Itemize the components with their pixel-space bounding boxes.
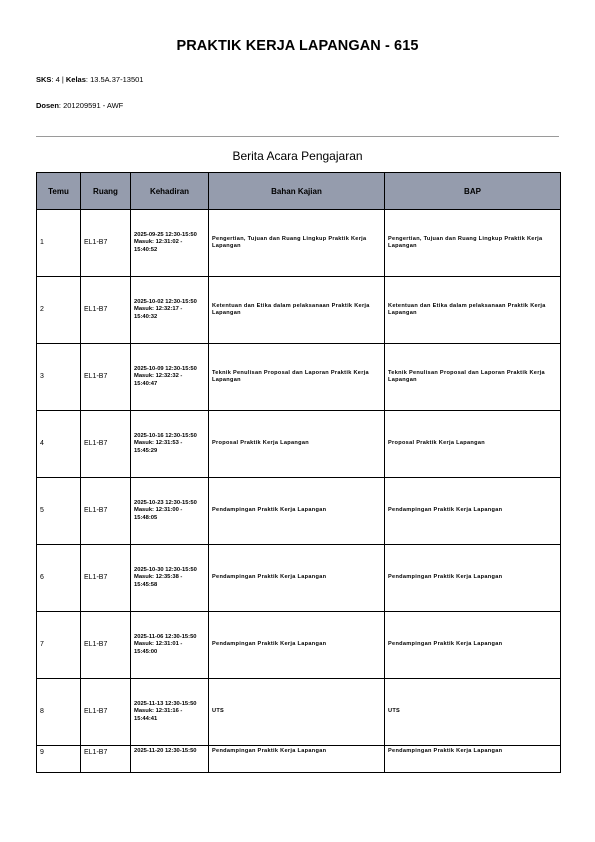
cell-ruang: EL1-B7	[81, 344, 131, 411]
table-row	[37, 746, 561, 773]
cell-kehadiran	[131, 277, 209, 344]
table-row	[37, 612, 561, 679]
header-ruang: Ruang	[81, 173, 131, 210]
table-row	[37, 478, 561, 545]
schedule-time: 2025-10-09 12:30-15:50	[134, 365, 197, 372]
dosen-label: Dosen	[36, 101, 59, 110]
table-row	[37, 679, 561, 746]
cell-temu: 2	[37, 277, 81, 344]
cell-bahan-kajian: Pendampingan Praktik Kerja Lapangan	[209, 746, 385, 773]
schedule-time: 2025-09-25 12:30-15:50	[134, 231, 197, 238]
cell-bap: Pendampingan Praktik Kerja Lapangan	[385, 746, 561, 773]
cell-bap: UTS	[385, 679, 561, 746]
page-title: PRAKTIK KERJA LAPANGAN - 615	[176, 38, 419, 54]
cell-bap: Pengertian, Tujuan dan Ruang Lingkup Praktik Kerja Lapangan	[385, 210, 561, 277]
cell-kehadiran	[131, 746, 209, 773]
cell-bahan-kajian: Pendampingan Praktik Kerja Lapangan	[209, 478, 385, 545]
section-title: Berita Acara Pengajaran	[232, 149, 363, 163]
attendance-time: Masuk: 12:31:01 - 15:45:00	[134, 641, 183, 655]
cell-bap: Pendampingan Praktik Kerja Lapangan	[385, 612, 561, 679]
cell-bahan-kajian: Proposal Praktik Kerja Lapangan	[209, 411, 385, 478]
schedule-time: 2025-11-13 12:30-15:50	[134, 700, 197, 707]
schedule-time: 2025-10-23 12:30-15:50	[134, 499, 197, 506]
dosen-value: : 201209591 - AWF	[58, 101, 124, 110]
cell-bap: Ketentuan dan Etika dalam pelaksanaan Praktik Kerja Lapangan	[385, 277, 561, 344]
schedule-time: 2025-11-20 12:30-15:50	[134, 748, 197, 754]
cell-ruang: EL1-B7	[81, 277, 131, 344]
cell-bahan-kajian: UTS	[209, 679, 385, 746]
cell-kehadiran	[131, 411, 209, 478]
divider	[36, 136, 559, 137]
cell-ruang: EL1-B7	[81, 612, 131, 679]
cell-kehadiran	[131, 612, 209, 679]
table-row	[37, 277, 561, 344]
cell-kehadiran	[131, 344, 209, 411]
table-row	[37, 344, 561, 411]
cell-bahan-kajian: Teknik Penulisan Proposal dan Laporan Praktik Kerja Lapangan	[209, 344, 385, 411]
header-bap: BAP	[385, 173, 561, 210]
cell-temu: 6	[37, 545, 81, 612]
cell-bahan-kajian: Pendampingan Praktik Kerja Lapangan	[209, 612, 385, 679]
sks-value: : 4 |	[51, 75, 64, 84]
attendance-time: Masuk: 12:31:16 - 15:44:41	[134, 708, 183, 722]
attendance-time: Masuk: 12:31:00 - 15:48:05	[134, 507, 183, 521]
table-row	[37, 545, 561, 612]
header-temu: Temu	[37, 173, 81, 210]
cell-ruang: EL1-B7	[81, 545, 131, 612]
cell-temu: 7	[37, 612, 81, 679]
schedule-time: 2025-10-30 12:30-15:50	[134, 566, 197, 573]
cell-temu: 8	[37, 679, 81, 746]
cell-temu: 5	[37, 478, 81, 545]
attendance-time: Masuk: 12:32:17 - 15:40:32	[134, 306, 183, 320]
cell-ruang: EL1-B7	[81, 210, 131, 277]
cell-bap: Teknik Penulisan Proposal dan Laporan Praktik Kerja Lapangan	[385, 344, 561, 411]
kelas-value: : 13.5A.37-13501	[85, 75, 144, 84]
cell-bahan-kajian: Pendampingan Praktik Kerja Lapangan	[209, 545, 385, 612]
class-info	[36, 75, 143, 84]
cell-temu: 1	[37, 210, 81, 277]
cell-kehadiran	[131, 210, 209, 277]
cell-temu: 9	[37, 746, 81, 773]
bap-table	[36, 172, 561, 773]
schedule-time: 2025-11-06 12:30-15:50	[134, 633, 197, 640]
cell-ruang: EL1-B7	[81, 746, 131, 773]
header-bahan-kajian: Bahan Kajian	[209, 173, 385, 210]
cell-bap: Pendampingan Praktik Kerja Lapangan	[385, 545, 561, 612]
cell-temu: 3	[37, 344, 81, 411]
lecturer-info	[36, 101, 123, 110]
table-row	[37, 411, 561, 478]
sks-label: SKS	[36, 75, 52, 84]
cell-kehadiran	[131, 545, 209, 612]
table-row	[37, 210, 561, 277]
cell-bahan-kajian: Ketentuan dan Etika dalam pelaksanaan Praktik Kerja Lapangan	[209, 277, 385, 344]
cell-bap: Proposal Praktik Kerja Lapangan	[385, 411, 561, 478]
attendance-time: Masuk: 12:31:53 - 15:45:29	[134, 440, 183, 454]
schedule-time: 2025-10-16 12:30-15:50	[134, 432, 197, 439]
cell-ruang: EL1-B7	[81, 679, 131, 746]
table-header-row	[37, 173, 561, 210]
attendance-time: Masuk: 12:31:02 - 15:40:52	[134, 239, 183, 253]
cell-temu: 4	[37, 411, 81, 478]
cell-kehadiran	[131, 478, 209, 545]
kelas-label: Kelas	[65, 75, 86, 84]
header-kehadiran: Kehadiran	[131, 173, 209, 210]
schedule-time: 2025-10-02 12:30-15:50	[134, 298, 197, 305]
cell-ruang: EL1-B7	[81, 411, 131, 478]
cell-bahan-kajian: Pengertian, Tujuan dan Ruang Lingkup Praktik Kerja Lapangan	[209, 210, 385, 277]
cell-ruang: EL1-B7	[81, 478, 131, 545]
cell-bap: Pendampingan Praktik Kerja Lapangan	[385, 478, 561, 545]
attendance-time: Masuk: 12:35:38 - 15:45:58	[134, 574, 183, 588]
attendance-time: Masuk: 12:32:32 - 15:40:47	[134, 373, 183, 387]
cell-kehadiran	[131, 679, 209, 746]
